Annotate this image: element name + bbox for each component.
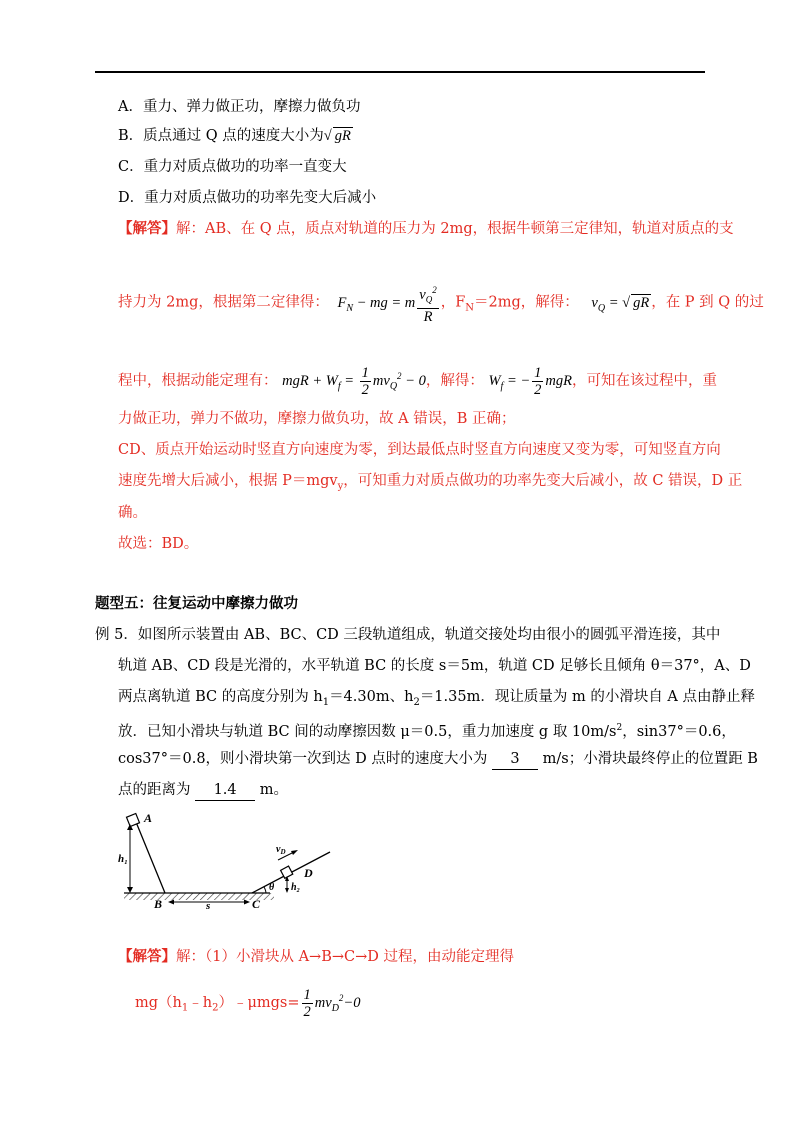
h2-arrow-head-bottom <box>285 888 289 893</box>
answer2-equation: $mg(h_1﹣h_2)﹣\mu mgs=$ $\frac{1}{2}$ $mv_D^2-0$ <box>135 987 361 1020</box>
label-h1: h₁ <box>118 853 128 865</box>
answer1-l2c: ＝2mg，解得： <box>474 294 579 311</box>
s-arrow-head-right <box>244 900 250 905</box>
answer2-tag: 【解答】 <box>118 948 176 965</box>
answer1-line8: 故选：BD。 <box>118 536 199 552</box>
theta-arc <box>264 887 266 893</box>
option-b-text: B．质点通过 Q 点的速度大小为 <box>118 128 324 144</box>
answer1-line2: 持力为 2mg，根据第二定律得： $F_N$ − mg = m $\frac{v_Q^2}{R}$ ，$F_N=2mg$，解得： $v_Q$ = √ gR ，在 P 到 Q 的过 <box>118 282 764 325</box>
example-line3: 两点离轨道 BC 的高度分别为 $h_1=4.30m$、$h_2=1.35m$．现让质量为 m 的小滑块自 A 点由静止释 <box>118 689 756 708</box>
h1-arrow-head-bottom <box>127 887 133 893</box>
answer2-line1: 【解答】解：（1）小滑块从 A→B→C→D 过程，由动能定理得 <box>118 948 514 965</box>
label-a: A <box>144 811 153 825</box>
answer1-line6: 速度先增大后减小，根据 P＝mgv$_y$，可知重力对质点做功的功率先变大后减小，故 C 错误，D 正 <box>118 473 743 492</box>
answer1-tag: 【解答】 <box>118 220 176 237</box>
label-h2: h₂ <box>291 882 301 893</box>
rail-ab <box>136 822 165 893</box>
answer1-line5: CD、质点开始运动时竖直方向速度为零，到达最低点时竖直方向速度又变为零，可知竖直方向 <box>118 442 721 458</box>
answer1-l3b: ，解得： <box>425 372 484 389</box>
example-line5: cos37°＝0.8，则小滑块第一次到达 D 点时的速度大小为 3 m/s；小滑块最终停止的位置距 B <box>118 749 758 770</box>
s-arrow-head-left <box>168 900 174 905</box>
label-theta: θ <box>269 882 275 893</box>
answer1-l3a: 程中，根据动能定理有： <box>118 372 278 389</box>
equation-wf: $W_f$ = − $\frac{1}{2}$ mgR <box>488 365 572 398</box>
example-line6: 点的距离为 1.4 m。 <box>118 780 288 801</box>
option-b <box>118 126 353 146</box>
answer1-line7: 确。 <box>118 505 147 521</box>
label-d: D <box>304 866 313 880</box>
section-title: 题型五：往复运动中摩擦力做功 <box>95 595 298 612</box>
answer1-line3 <box>118 365 717 398</box>
label-s: s <box>206 900 211 912</box>
equation-energy: mgR + $W_f$ = $\frac{1}{2}$ $mv_Q^2 - 0$ <box>282 365 426 398</box>
option-a: A．重力、弹力做正功，摩擦力做负功 <box>118 99 361 115</box>
answer1-line4: 力做正功，弹力不做功，摩擦力做负功，故 A 错误，B 正确； <box>118 411 516 427</box>
option-c: C．重力对质点做功的功率一直变大 <box>118 159 347 175</box>
example-line1: 例 5．如图所示装置由 AB、BC、CD 三段轨道组成，轨道交接处均由很小的圆弧平滑连接，其中 <box>95 627 721 643</box>
label-vd: $v_D$ <box>276 844 286 856</box>
equation-vq: $v_Q$ = √ gR <box>591 294 650 314</box>
option-b-math: √ gR <box>323 128 351 144</box>
answer-blank-distance: 1.4 <box>195 780 255 801</box>
label-c: C <box>252 897 261 911</box>
example-line4: 放．已知小滑块与轨道 BC 间的动摩擦因数 μ＝0.5，重力加速度 g 取 $10m/s^2$，sin37°＝0.6， <box>118 723 736 740</box>
answer1-l3c: ，可知在该过程中，重 <box>572 372 717 389</box>
equation-newton: $F_N$ − mg = m $\frac{v_Q^2}{R}$ <box>337 295 440 311</box>
track-diagram <box>120 810 350 910</box>
answer-blank-speed: 3 <box>492 749 538 770</box>
answer1-l2d: ，在 P 到 Q 的过 <box>651 294 764 311</box>
header-rule <box>95 71 705 73</box>
option-d: D．重力对质点做功的功率先变大后减小 <box>118 190 377 206</box>
vd-arrow-head <box>291 850 298 855</box>
answer1-line1 <box>118 219 734 239</box>
answer1-l2a: 持力为 2mg，根据第二定律得： <box>118 294 329 311</box>
example-line2: 轨道 AB、CD 段是光滑的，水平轨道 BC 的长度 s＝5m，轨道 CD 足够长且倾角 θ＝37°，A、D <box>118 658 751 674</box>
label-b: B <box>154 897 163 911</box>
answer1-l1: 解：AB、在 Q 点，质点对轨道的压力为 2mg，根据牛顿第三定律知，轨道对质点的支 <box>176 221 734 237</box>
